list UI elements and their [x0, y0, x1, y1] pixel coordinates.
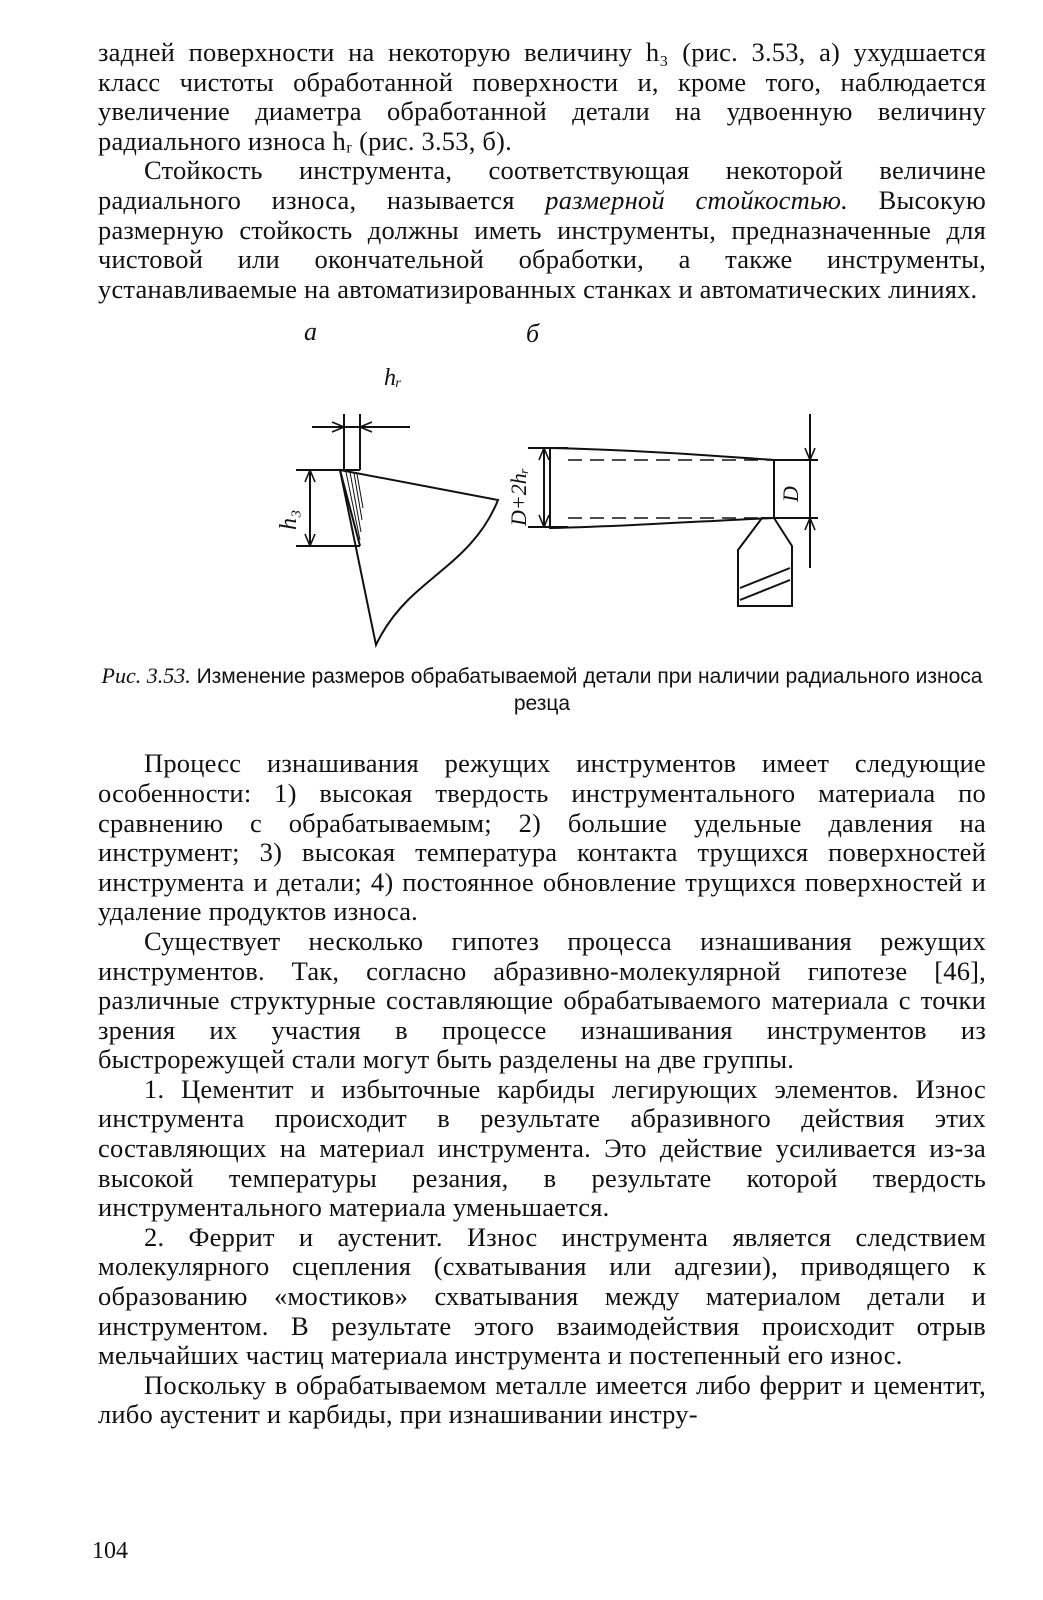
- caption-text: Изменение размеров обрабатываемой детали при наличии радиального износа резца: [196, 665, 983, 716]
- label-d2hr: D+2hᵣ: [506, 468, 531, 527]
- label-hr: hᵣ: [384, 365, 402, 392]
- paragraph-6: 2. Феррит и аустенит. Износ инструмента является следствием молекулярного сцепления (схватывания или адгезии), приводящего к образованию «мостиков» схватывания между материалом детали и инструментом. В результате этого взаимодействия происходит отрыв мельчайших частиц материала инструмента и постепенный его износ.: [98, 1221, 986, 1371]
- paragraph-2-emphasis: размерной стойкостью.: [545, 184, 848, 215]
- page-number: 104: [92, 1538, 128, 1564]
- caption-label: Рис. 3.53.: [101, 663, 191, 689]
- paragraph-1: задней поверхности на некоторую величину h₃ (рис. 3.53, а) ухудшается класс чистоты обработанной поверхности и, кроме того, наблюдается увеличение диаметра обработанной детали на удвоенную величину радиального износа hᵣ (рис. 3.53, б).: [98, 37, 986, 156]
- paragraph-3: Процесс изнашивания режущих инструментов имеет следующие особенности: 1) высокая твердость инструментального материала по сравнению с обрабатываемым; 2) большие удельные давления на инструмент; 3) высокая температура контакта трущихся поверхностей инструмента и детали; 4) постоянное обновление трущихся поверхностей и удаление продуктов износа.: [98, 748, 986, 927]
- label-b: б: [526, 319, 540, 349]
- figure-drawing: [98, 310, 986, 660]
- label-a: а: [304, 317, 317, 347]
- tool-b-outline: [738, 518, 792, 606]
- label-d: D: [778, 486, 803, 503]
- paragraph-2-after: Высокую размерную стойкость должны иметь инструменты, предназначенные для чистовой или окончательной обработки, а также инструменты, устанавливаемые на автоматизированных станках и автоматических линиях.: [98, 184, 987, 304]
- paragraph-5: 1. Цементит и избыточные карбиды легирующих элементов. Износ инструмента происходит в результате абразивного действия этих составляющих на материал инструмента. Это действие усиливается из-за высокой температуры резания, в результате которой твердость инструментального материала уменьшается.: [98, 1073, 986, 1223]
- paragraph-7: Поскольку в обрабатываемом металле имеется либо феррит и цементит, либо аустенит и карбиды, при изнашивании инстру-: [98, 1369, 986, 1430]
- figure-3-53: [98, 310, 986, 660]
- figure-caption: [98, 662, 986, 717]
- paragraph-2: [98, 156, 986, 304]
- page-content: [98, 38, 986, 1430]
- paragraph-2-before: Стойкость инструмента, соответствующая некоторой величине радиального износа, называется: [98, 155, 986, 215]
- tool-a-outline: [340, 470, 498, 645]
- label-h3: h₃: [276, 510, 302, 531]
- paragraph-4: Существует несколько гипотез процесса изнашивания режущих инструментов. Так, согласно абразивно-молекулярной гипотезе [46], различные структурные составляющие обрабатываемого материала с точки зрения их участия в процессе изнашивания инструментов из быстрорежущей стали могут быть разделены на две группы.: [98, 925, 986, 1075]
